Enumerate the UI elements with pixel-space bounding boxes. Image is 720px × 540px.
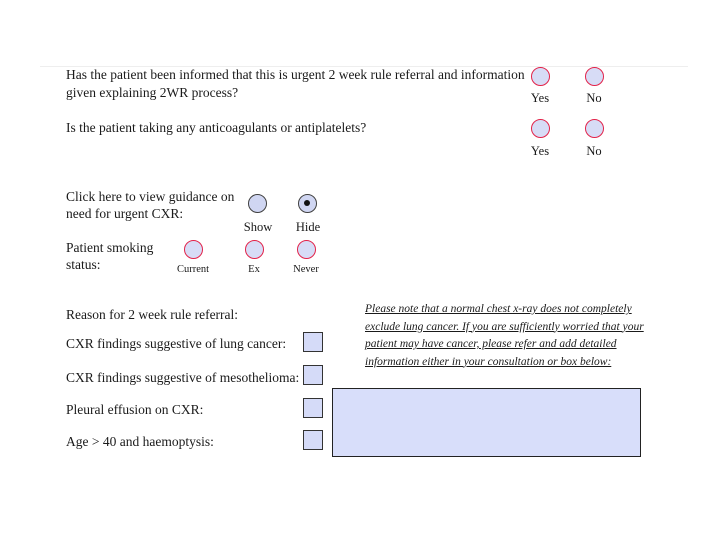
- q1-no-label: No: [586, 91, 602, 105]
- q1-text-line1: Has the patient been informed that this is urgent 2 week rule referral and information: [66, 67, 525, 82]
- reason-haemoptysis-checkbox[interactable]: [303, 430, 323, 450]
- smoking-ex-radio[interactable]: [245, 240, 264, 259]
- reason-title: Reason for 2 week rule referral:: [66, 307, 239, 322]
- reason-item-lung-cancer: CXR findings suggestive of lung cancer:: [66, 336, 287, 351]
- guidance-show-label: Show: [243, 220, 273, 234]
- reason-item-mesothelioma: CXR findings suggestive of mesothelioma:: [66, 370, 300, 385]
- q2-no-label: No: [586, 144, 602, 158]
- smoking-ex-label: Ex: [248, 264, 260, 275]
- detailed-information-textbox[interactable]: [332, 388, 641, 457]
- q1-text-line2: given explaining 2WR process?: [66, 85, 239, 100]
- guidance-text-line1: Click here to view guidance on: [66, 189, 235, 204]
- smoking-current-radio[interactable]: [184, 240, 203, 259]
- guidance-show-radio[interactable]: [248, 194, 267, 213]
- reason-pleural-effusion-checkbox[interactable]: [303, 398, 323, 418]
- smoking-current-label: Current: [176, 264, 210, 275]
- q2-no-radio[interactable]: [585, 119, 604, 138]
- q2-text: Is the patient taking any anticoagulants or antiplatelets?: [66, 120, 367, 135]
- smoking-never-radio[interactable]: [297, 240, 316, 259]
- smoking-never-label: Never: [293, 264, 319, 275]
- smoking-text-line2: status:: [66, 257, 101, 272]
- smoking-text-line1: Patient smoking: [66, 240, 154, 255]
- reason-item-haemoptysis: Age > 40 and haemoptysis:: [66, 434, 214, 449]
- q2-yes-label: Yes: [530, 144, 550, 158]
- guidance-hide-label: Hide: [295, 220, 321, 234]
- q2-yes-radio[interactable]: [531, 119, 550, 138]
- guidance-text-line2: need for urgent CXR:: [66, 206, 184, 221]
- q1-yes-radio[interactable]: [531, 67, 550, 86]
- normal-cxr-note: Please note that a normal chest x-ray does not completely exclude lung cancer. If you are sufficiently worried that your patient may have cancer, please refer and add detailed information either in your consultation or box below:: [365, 303, 644, 368]
- reason-item-pleural-effusion: Pleural effusion on CXR:: [66, 402, 204, 417]
- selected-dot: [304, 200, 310, 206]
- reason-lung-cancer-checkbox[interactable]: [303, 332, 323, 352]
- guidance-hide-radio[interactable]: [298, 194, 317, 213]
- q1-yes-label: Yes: [530, 91, 550, 105]
- q1-no-radio[interactable]: [585, 67, 604, 86]
- reason-mesothelioma-checkbox[interactable]: [303, 365, 323, 385]
